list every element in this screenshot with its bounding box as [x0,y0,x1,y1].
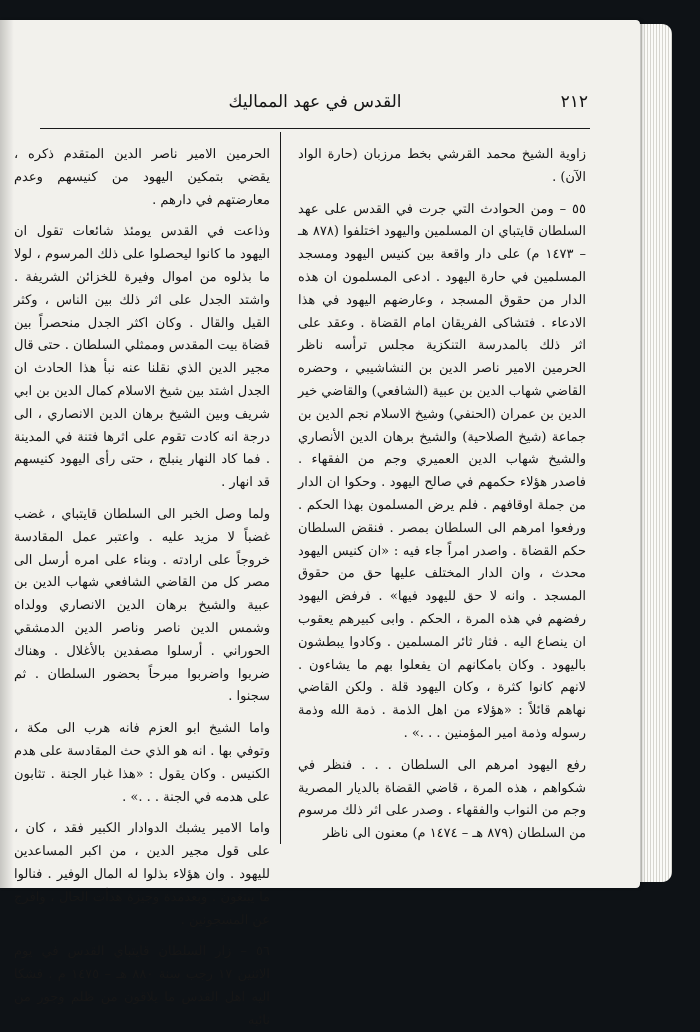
paragraph: واما الشيخ ابو العزم فانه هرب الى مكة ، وتوفي بها . انه هو الذي حث المقادسة على هدم الكنيس . وكان يقول : «هذا غبار الجنة . تثابون على هدمه في الجنة . . .» . [14,721,270,805]
paragraph: وذاعت في القدس يومئذ شائعات تقول ان اليهود ما كانوا ليحصلوا على ذلك المرسوم ، لولا ما بذلوه من اموال وفيرة للخزائن الشريفة . واشتد الجدل على اثر ذلك بين الناس ، وكثر القيل والقال . وكان اكثر الجدل منحصراً بين قضاة بيت المقدس وممثلي السلطان . حتى قال مجير الدين الذي نقلنا عنه نبأ هذا الحادث ان الجدل اشتد بين شيخ الاسلام كمال الدين بن ابي شريف وبين الشيخ برهان الدين الانصاري ، الى درجة انه كادت تقوم على اثرها فتنة في المدينة . فما كاد النهار ينبلج ، حتى رأى اليهود كنيسهم قد انهار . [14,224,270,491]
right-column [298,144,586,842]
book-page [0,20,640,1028]
page-number: ٢١٢ [560,92,588,112]
paragraph: واما الامير يشبك الدوادار الكبير فقد ، كان ، على قول مجير الدين ، من اكبر المساعدين لليهود . وان هؤلاء بذلوا له المال الوفير . فنالوا ما يبتغون . وبعدمدة وجيزة هدأت الحال ، وافرج عن المسجونين . [14,821,270,928]
paragraph: زاوية الشيخ محمد القرشي بخط مرزبان (حارة الواد الآن) . [298,147,586,185]
page-header [42,92,588,120]
paragraph: ٥٥ – ومن الحوادث التي جرت في القدس على عهد السلطان قايتباي ان المسلمين واليهود اختلفوا (٨٧٨ هـ – ١٤٧٣ م) على دار واقعة بين كنيس اليهود ومسجد المسلمين في حارة اليهود . ادعى المسلمون ان هذه الدار من حقوق المسجد ، وعارضهم اليهود في هذا الادعاء . فتشاكى الفريقان امام القضاة . وعقد على اثر ذلك بالمدرسة التنكزية مجلس ترأسه ناظر الحرمين الامير ناصر الدين بن النشاشيبي ، وحضره القاضي شهاب الدين بن عبية (الشافعي) والقاضي خير الدين بن عمران (الحنفي) وشيخ الاسلام نجم الدين بن جماعة (شيخ الصلاحية) والشيخ برهان الدين الأنصاري والشيخ شهاب الدين العميري وجم من الفقهاء . فاصدر هؤلاء حكمهم في صالح اليهود . وحكوا ان الدار من جملة اوقافهم . فلم يرض المسلمون بهذا الحكم . ورفعوا امرهم الى السلطان بمصر . فنقض السلطان حكم القضاة . واصدر امراً جاء فيه : «ان كنيس اليهود محدث ، وان الدار المختلف عليها حق من حقوق المسجد . وانه لا حق لليهود فيها» . فرفض اليهود رفضهم في هذه المرة ، الحكم . وابى كبيرهم يعقوب ان ينصاع اليه . فثار ثائر المسلمين . وكادوا يبطشون باليهود . وكان بامكانهم ان يفعلوا بهم ما يشاءون . لانهم كانوا كثرة ، وكان اليهود قلة . ولكن القاضي نهاهم قائلاً : «هؤلاء من اهل الذمة . ذمة الله وذمة رسوله وذمة امير المؤمنين . . .» . [298,201,586,741]
paragraph: ولما وصل الخبر الى السلطان قايتباي ، غضب غضباً لا مزيد عليه . واعتبر عمل المقادسة خروجاً على ارادته . وبناء على امره أرسل الى مصر كل من القاضي الشافعي شهاب الدين بن عبية والشيخ برهان الدين الانصاري وولداه وشمس الدين ناصر وناصر الدين الدمشقي الحوراني . أرسلوا مصفدين بالأغلال . وهناك ضربوا واضربوا مبرحاً بحضور السلطان . ثم سجنوا . [14,506,270,705]
column-separator [280,132,281,844]
running-title: القدس في عهد المماليك [228,92,402,112]
left-column [14,144,271,1028]
paragraph: رفع اليهود امرهم الى السلطان . . . فنظر في شكواهم ، هذه المرة ، قاضي القضاة بالديار المصرية وجم من النواب والفقهاء . وصدر على اثر ذلك مرسوم من السلطان (٨٧٩ هـ – ١٤٧٤ م) معنون الى ناظر [298,757,586,842]
paragraph: ٥٦ – زار السلطان قايتباي القدس في يوم الاثنين ١٧ رجب سنة ٨٨٠ هـ – ١٤٧٥ م . فشكا اليه اهل القدس ما يلاقون من ظلم وجور من نائبه [14,944,271,1028]
header-rule [40,128,590,129]
paragraph: الحرمين الامير ناصر الدين المتقدم ذكره ، يقضي بتمكين اليهود من كنيسهم وعدم معارضتهم في دارهم . [14,147,270,208]
